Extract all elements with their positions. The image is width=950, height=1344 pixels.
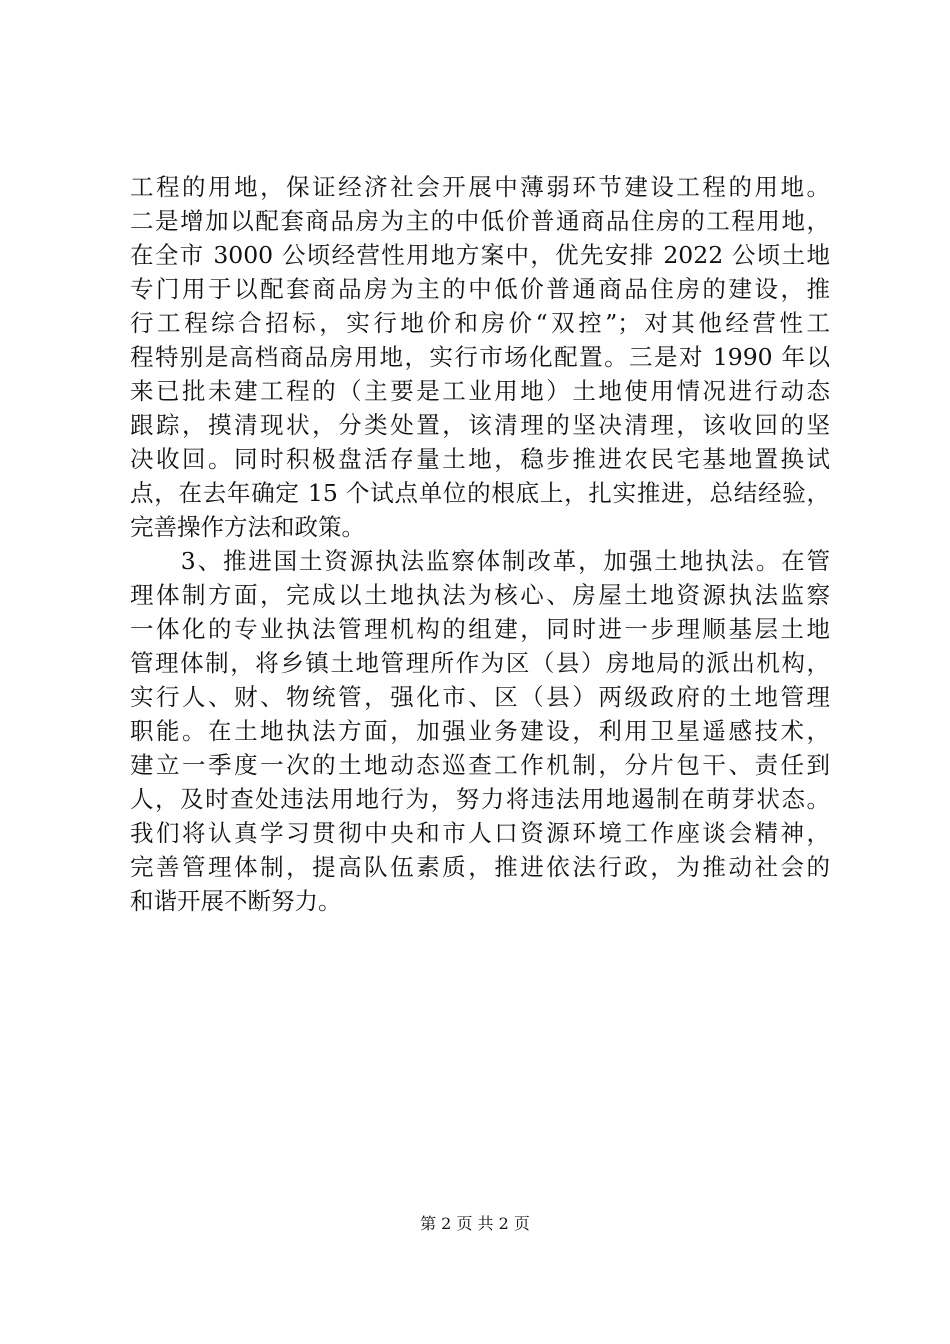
text-line: 实行人、财、物统管，强化市、区（县）两级政府的土地管理 [130,683,830,711]
text-line: 3、推进国土资源执法监察体制改革，加强土地执法。在管 [130,547,830,575]
text-line: 一体化的专业执法管理机构的组建，同时进一步理顺基层土地 [130,615,830,643]
text-line: 职能。在土地执法方面，加强业务建设，利用卫星遥感技术， [130,717,830,745]
text-line: 理体制方面，完成以土地执法为核心、房屋土地资源执法监察 [130,581,830,609]
text-line: 来已批未建工程的（主要是工业用地）土地使用情况进行动态 [130,377,830,405]
text-line: 完善操作方法和政策。 [130,513,365,541]
text-line: 管理体制，将乡镇土地管理所作为区（县）房地局的派出机构， [130,649,830,677]
text-line: 程特别是高档商品房用地，实行市场化配置。三是对 1990 年以 [130,343,830,371]
text-line: 点，在去年确定 15 个试点单位的根底上，扎实推进，总结经验， [130,479,830,507]
text-line: 行工程综合招标，实行地价和房价“双控”；对其他经营性工 [130,309,830,337]
page-footer [0,1214,950,1234]
text-line: 工程的用地，保证经济社会开展中薄弱环节建设工程的用地。 [130,173,830,201]
text-line: 跟踪，摸清现状，分类处置，该清理的坚决清理，该收回的坚 [130,411,830,439]
text-line: 完善管理体制，提高队伍素质，推进依法行政，为推动社会的 [130,853,830,881]
text-line: 决收回。同时积极盘活存量土地，稳步推进农民宅基地置换试 [130,445,830,473]
page-number-label: 第 2 页 共 2 页 [420,1214,530,1233]
text-line: 二是增加以配套商品房为主的中低价普通商品住房的工程用地， [130,207,830,235]
text-line: 我们将认真学习贯彻中央和市人口资源环境工作座谈会精神， [130,819,830,847]
text-line: 人，及时查处违法用地行为，努力将违法用地遏制在萌芽状态。 [130,785,830,813]
text-line: 在全市 3000 公顷经营性用地方案中，优先安排 2022 公顷土地 [130,241,830,269]
text-line: 建立一季度一次的土地动态巡查工作机制，分片包干、责任到 [130,751,830,779]
text-line: 专门用于以配套商品房为主的中低价普通商品住房的建设，推 [130,275,830,303]
text-line: 和谐开展不断努力。 [130,887,342,915]
body-text [130,170,830,918]
